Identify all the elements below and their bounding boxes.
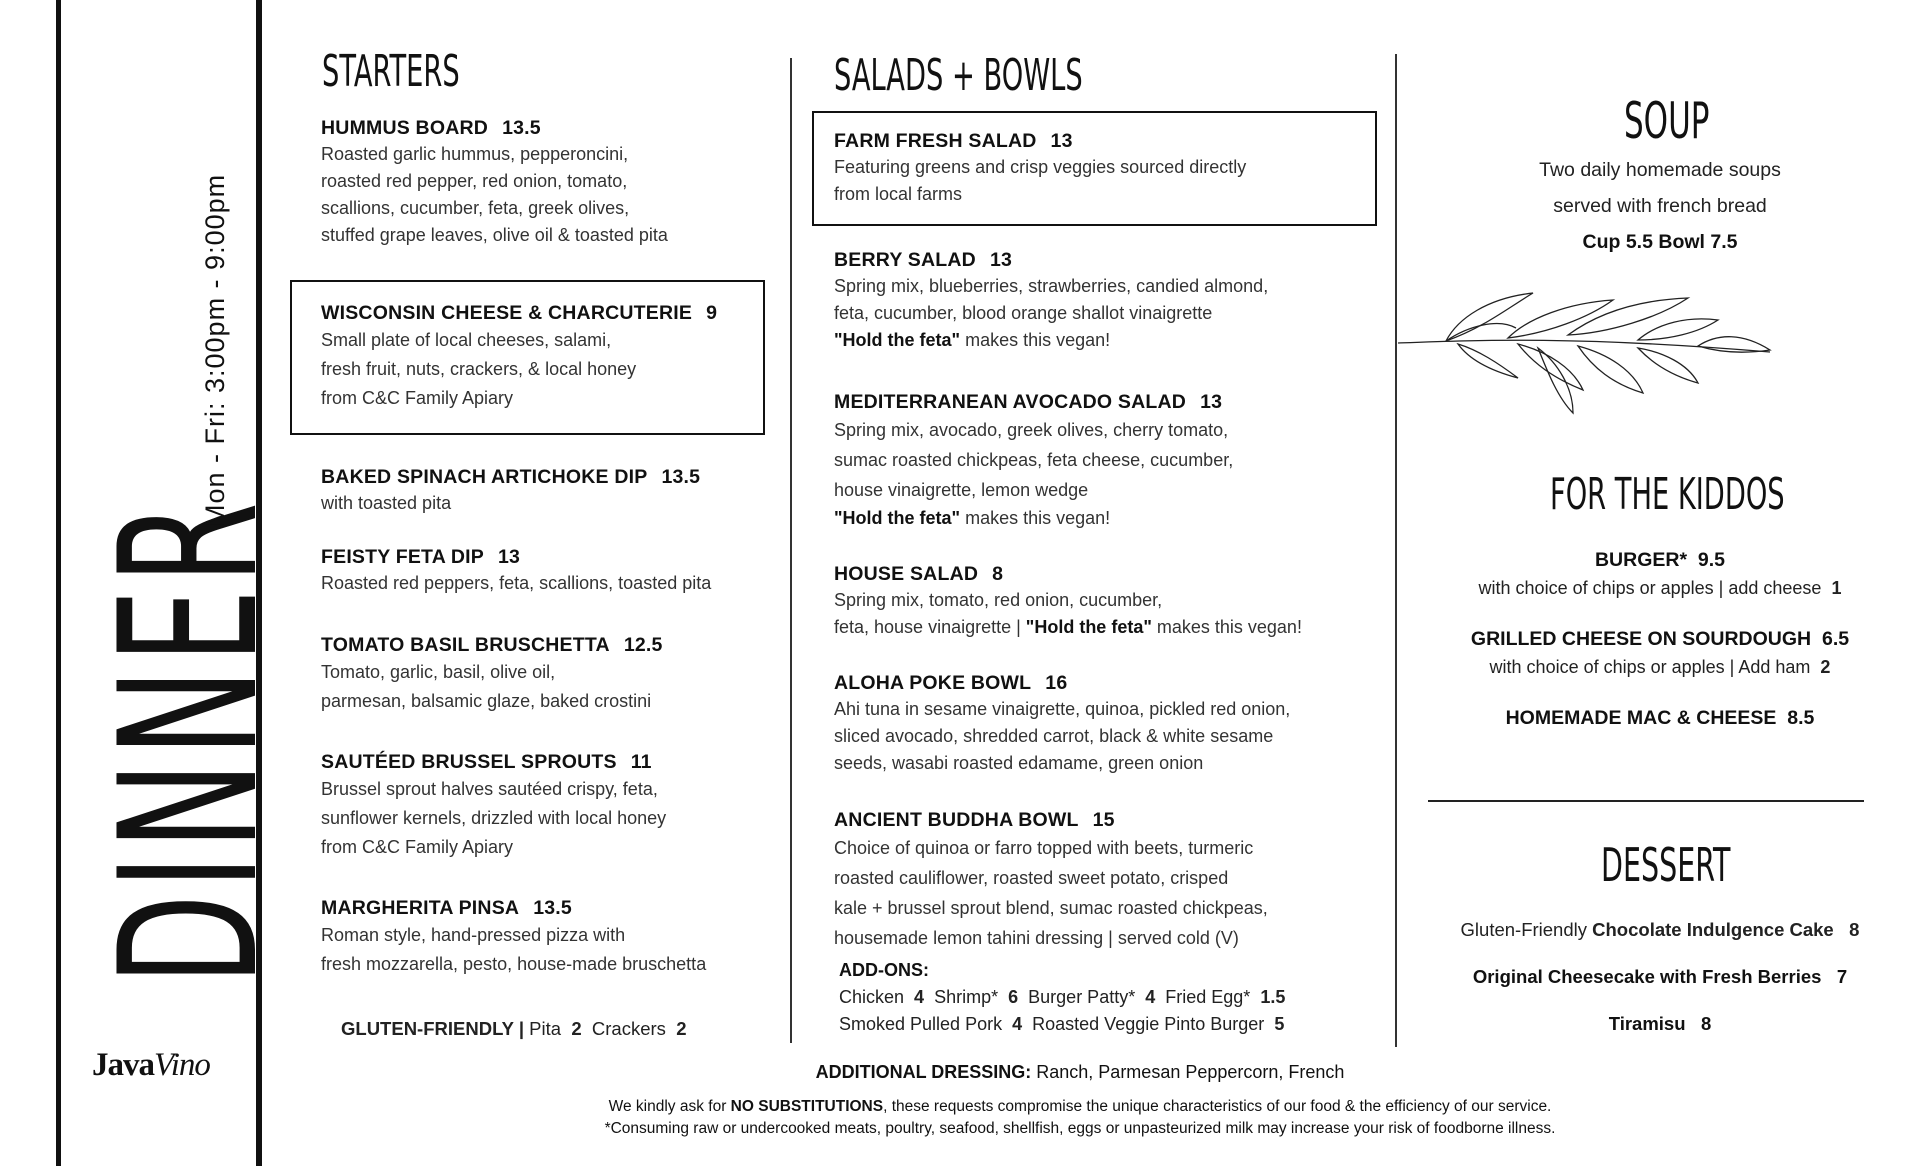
menu-title: DINNER xyxy=(79,497,300,985)
dessert-items: Gluten-Friendly Chocolate Indulgence Cake 8 Original Cheesecake with Fresh Berries 7 Tiramisu 8 xyxy=(1460,919,1860,1034)
starter-spinach-dip: BAKED SPINACH ARTICHOKE DIP 13.5 with toasted pita xyxy=(321,466,701,513)
bowl-aloha-poke: ALOHA POKE BOWL 16 Ahi tuna in sesame vinaigrette, quinoa, pickled red onion, sliced avocado, shredded carrot, black & white sesame seeds, wasabi roasted edamame, green onion xyxy=(834,672,1291,773)
soup-description: Two daily homemade soups served with french bread Cup 5.5 Bowl 7.5 xyxy=(1539,159,1781,253)
starter-brussel-sprouts: SAUTÉED BRUSSEL SPROUTS 11 Brussel sprout halves sautéed crispy, feta, sunflower kernels, drizzled with local honey from C&C Family Apiary xyxy=(321,751,667,857)
additional-dressing: ADDITIONAL DRESSING: Ranch, Parmesan Peppercorn, French xyxy=(815,1062,1345,1082)
column-divider-2 xyxy=(1395,54,1397,1047)
kiddos-items: BURGER* 9.5 with choice of chips or apples | add cheese 1 GRILLED CHEESE ON SOURDOUGH 6.5 with choice of chips or apples | Add ham 2 HOMEMADE MAC & CHEESE 8.5 xyxy=(1470,549,1850,729)
starter-margherita-pinsa: MARGHERITA PINSA 13.5 Roman style, hand-pressed pizza with fresh mozzarella, pesto, house-made bruschetta xyxy=(321,897,707,974)
bowl-ancient-buddha: ANCIENT BUDDHA BOWL 15 Choice of quinoa or farro topped with beets, turmeric roasted cauliflower, roasted sweet potato, crisped kale + brussel sprout blend, sumac roasted chickpeas, housemade lemon tahini dressing | served cold (V) xyxy=(834,809,1268,948)
salad-house: HOUSE SALAD 8 Spring mix, tomato, red onion, cucumber, feta, house vinaigrette | "Hold the feta" makes this vegan! xyxy=(834,563,1302,637)
salad-berry: BERRY SALAD 13 Spring mix, blueberries, strawberries, candied almond, feta, cucumber, blood orange shallot vinaigrette "Hold the feta" makes this vegan! xyxy=(834,249,1269,350)
starter-feta-dip: FEISTY FETA DIP 13 Roasted red peppers, feta, scallions, toasted pita xyxy=(321,546,712,593)
dessert-heading: DESSERT xyxy=(1601,838,1731,892)
kiddos-heading: FOR THE KIDDOS xyxy=(1550,469,1785,520)
gluten-friendly-line: GLUTEN-FRIENDLY | Pita 2 Crackers 2 xyxy=(341,1018,687,1039)
logo: JavaVino xyxy=(92,1047,210,1083)
salads-heading: SALADS + BOWLS xyxy=(834,50,1083,101)
no-substitutions-note: We kindly ask for NO SUBSTITUTIONS, these requests compromise the unique characteristics of our food & the efficiency of our service. xyxy=(608,1098,1552,1115)
right-divider xyxy=(1428,800,1864,802)
starter-bruschetta: TOMATO BASIL BRUSCHETTA 12.5 Tomato, garlic, basil, olive oil, parmesan, balsamic glaze, baked crostini xyxy=(321,634,663,711)
salad-mediterranean-avocado: MEDITERRANEAN AVOCADO SALAD 13 Spring mix, avocado, greek olives, cherry tomato, sumac roasted chickpeas, feta cheese, cucumber, house vinaigrette, lemon wedge "Hold the feta" makes this vegan! xyxy=(834,391,1234,528)
starter-hummus-board: HUMMUS BOARD 13.5 Roasted garlic hummus, pepperoncini, roasted red pepper, red onion, tomato, scallions, cucumber, feta, greek olives, stuffed grape leaves, olive oil & toasted pita xyxy=(321,117,668,245)
left-border-rule xyxy=(56,0,61,1166)
starters-heading: STARTERS xyxy=(322,46,460,97)
addons: ADD-ONS: Chicken 4 Shrimp* 6 Burger Patty* 4 Fried Egg* 1.5 Smoked Pulled Pork 4 Roasted Veggie Pinto Burger 5 xyxy=(839,960,1286,1034)
starter-cheese-charcuterie: WISCONSIN CHEESE & CHARCUTERIE 9 Small plate of local cheeses, salami, fresh fruit, nuts, crackers, & local honey from C&C Family Apiary xyxy=(321,302,718,408)
soup-heading: SOUP xyxy=(1624,92,1710,150)
food-safety-warning: *Consuming raw or undercooked meats, poultry, seafood, shellfish, eggs or unpasteurized milk may increase your risk of foodborne illness. xyxy=(604,1120,1556,1137)
hours: Mon - Fri: 3:00pm - 9:00pm xyxy=(200,173,230,527)
salad-farm-fresh: FARM FRESH SALAD 13 Featuring greens and crisp veggies sourced directly from local farms xyxy=(834,130,1247,204)
leaf-branch-illustration xyxy=(1398,288,1778,418)
